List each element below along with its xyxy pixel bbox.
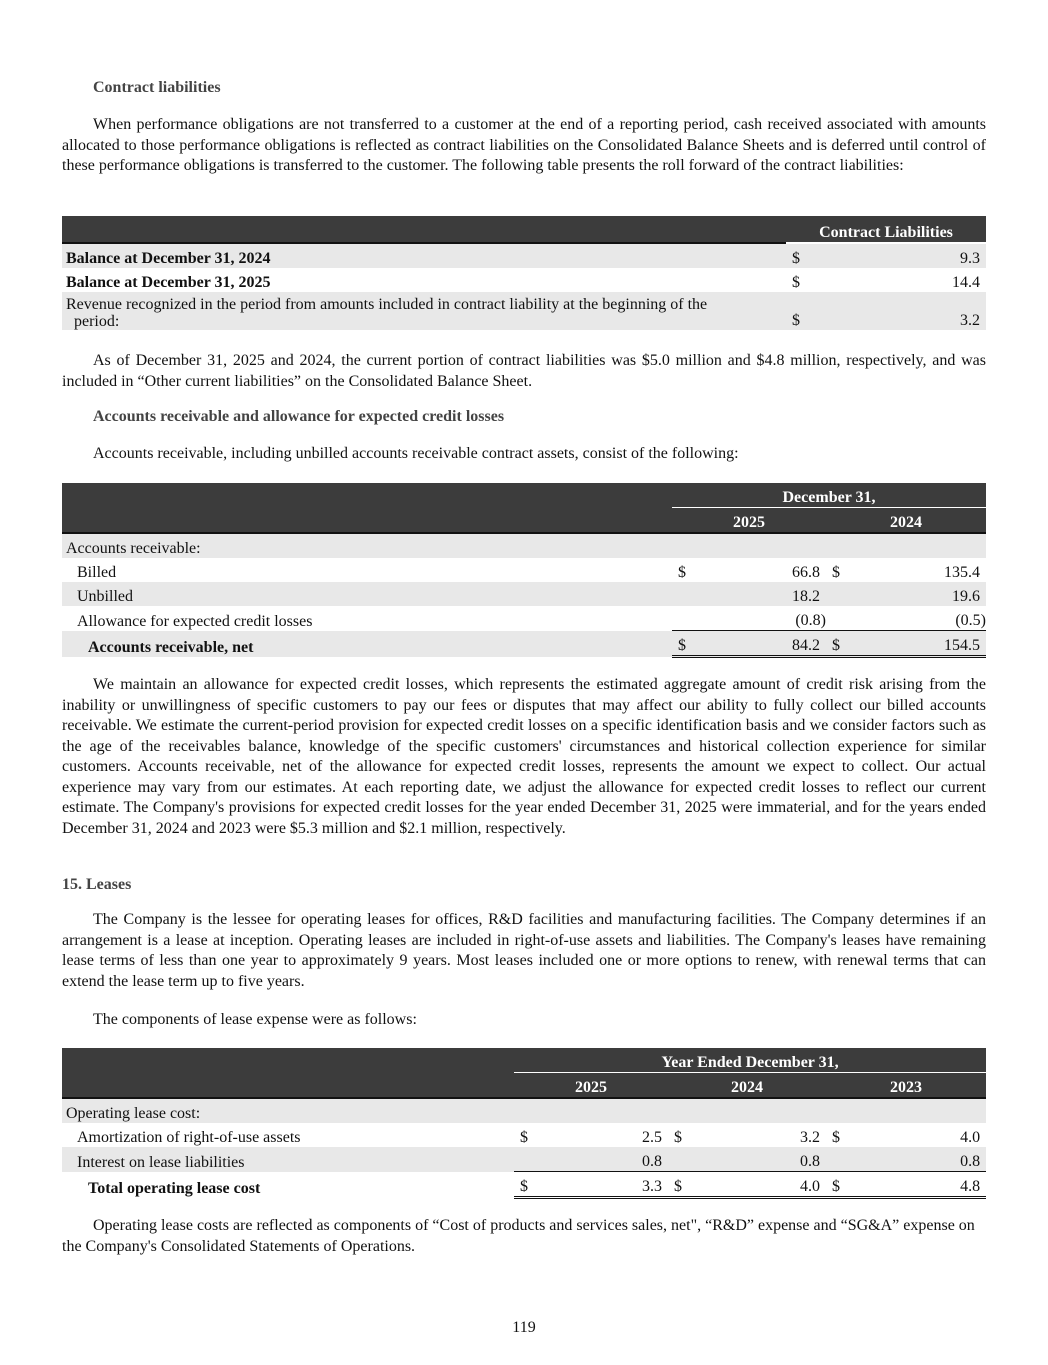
credit-loss-policy: We maintain an allowance for expected credit losses, which represents the estimated aggregate amount of credit risk arising from the inability or unwillingness of specific customers to pay our fees or disputes that may affect our ability to fully collect our billed accounts receivable. We estimate the current-period provision for expected credit losses on a specific identification basis and we consider factors such as the age of the receivables balance, knowledge of the specific customers' circumstances and historical collection experience for similar customers. Accounts receivable, net of the allowance for expected credit losses, represents the amount we expect to collect. Our actual experience may vary from our estimates. At each reporting date, we adjust the allowance for expected credit losses to reflect our current estimate. The Company's provisions for expected credit losses for the year ended December 31, 2025 were immaterial, and for the years ended December 31, 2024 and 2023 were $5.3 million and $2.1 million, respectively.: [62, 676, 986, 837]
table-row: Revenue recognized in the period from amounts included in contract liability at the beginning of the period: $ 3.2: [62, 292, 986, 330]
table-row: Balance at December 31, 2025 $ 14.4: [66, 274, 981, 291]
table-row: Accounts receivable:: [62, 533, 986, 558]
table-header-row: [62, 216, 986, 243]
total-row: Accounts receivable, net $ 84.2 $ 154.5: [62, 631, 986, 657]
contract-liabilities-note: As of December 31, 2025 and 2024, the current portion of contract liabilities was $5.0 million and $4.8 million, respectively, and was included in “Other current liabilities” on the Consolidated Balance Sheet.: [62, 352, 986, 390]
table-row: Billed $ 66.8 $ 135.4: [77, 564, 980, 581]
table-row: Interest on lease liabilities 0.8 0.8 0.8: [62, 1147, 986, 1172]
table-header-row: [62, 483, 986, 508]
table-header-row: [62, 1073, 986, 1099]
lease-cost-note: Operating lease costs are reflected as components of “Cost of products and services sales, net", “R&D” expense and “SG&A” expense on the Company's Consolidated Statements of Operations.: [62, 1217, 975, 1255]
page-number: 119: [512, 1319, 536, 1336]
contract-liabilities-heading: Contract liabilities: [93, 79, 221, 96]
year-2023-header: 2023: [826, 1073, 986, 1099]
accounts-receivable-intro: Accounts receivable, including unbilled accounts receivable contract assets, consist of the following:: [93, 445, 739, 462]
accounts-receivable-table: [62, 483, 986, 658]
contract-liabilities-table: [62, 216, 986, 330]
table-header-row: [62, 1048, 986, 1073]
year-2024-header: 2024: [826, 508, 986, 534]
total-row: Total operating lease cost $ 3.3 $ 4.0 $ 4.8: [62, 1172, 986, 1198]
lease-cost-table: [62, 1048, 986, 1199]
year-2024-header: 2024: [668, 1073, 826, 1099]
lease-components-intro: The components of lease expense were as follows:: [93, 1011, 417, 1028]
year-2025-header: 2025: [514, 1073, 668, 1099]
table-row: Amortization of right-of-use assets $ 2.5 $ 3.2 $ 4.0: [77, 1129, 981, 1146]
table-row: Allowance for expected credit losses (0.8) (0.5): [77, 612, 986, 630]
leases-intro: The Company is the lessee for operating leases for offices, R&D facilities and manufacturing facilities. The Company determines if an arrangement is a lease at inception. Operating leases are included in right-of-use assets and liabilities. The Company's leases have remaining lease terms of less than one year to approximately 9 years. Most leases included one or more options to renew, with renewal terms that can extend the lease term up to five years.: [62, 911, 986, 990]
table-header-row: [62, 508, 986, 534]
year-ended-header: Year Ended December 31,: [514, 1048, 986, 1073]
december-31-header: December 31,: [672, 483, 986, 508]
leases-heading: 15. Leases: [62, 876, 132, 893]
year-2025-header: 2025: [672, 508, 826, 534]
contract-liabilities-column-header: Contract Liabilities: [786, 216, 986, 243]
table-row: Operating lease cost:: [62, 1098, 986, 1123]
table-row: Balance at December 31, 2024 $ 9.3: [62, 243, 986, 268]
contract-liabilities-intro: When performance obligations are not transferred to a customer at the end of a reporting period, cash received associated with amounts allocated to those performance obligations is reflected as contract liabilities on the Consolidated Balance Sheets and is deferred until control of these performance obligations is transferred to the customer. The following table presents the roll forward of the contract liabilities:: [62, 116, 986, 174]
table-row: Unbilled 18.2 19.6: [62, 582, 986, 606]
accounts-receivable-heading: Accounts receivable and allowance for expected credit losses: [93, 408, 505, 425]
